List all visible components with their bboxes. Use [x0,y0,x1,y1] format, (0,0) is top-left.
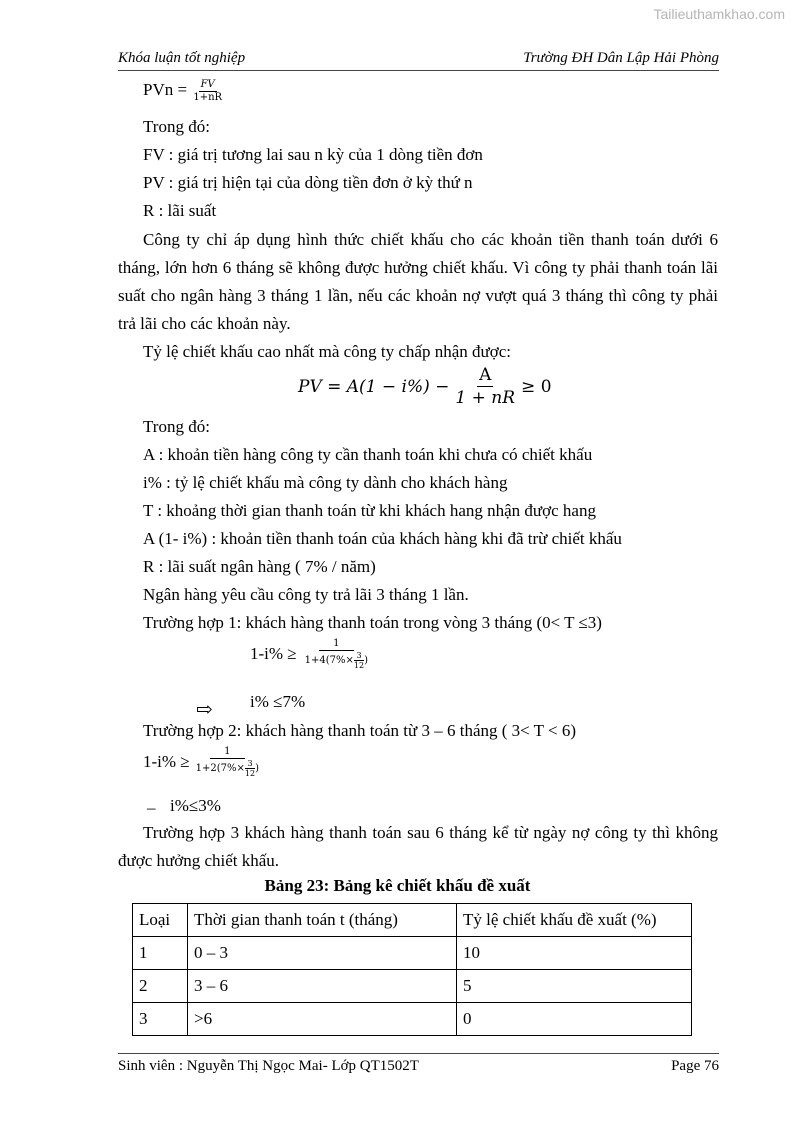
table-row [133,937,692,970]
table-cell: 1 [133,937,188,970]
table-cell: 5 [457,970,692,1003]
formula-fraction [191,79,224,104]
case1-inner-fraction [354,651,364,670]
case2-inequality [143,745,261,778]
formula2-fraction [453,364,517,409]
definition-bank-rate: R : lãi suất ngân hàng ( 7% / năm) [143,557,376,576]
case1-denominator [303,651,370,670]
where-label-1: Trong đó: [143,117,210,136]
case2-den-suffix: ) [255,763,259,774]
formula-lhs: PVn = [143,80,188,99]
header-left: Khóa luận tốt nghiệp [118,50,246,66]
case2-denominator [194,759,261,778]
formula2-denominator: 1 + nR [455,388,516,408]
definition-pv: PV : giá trị hiện tại của dòng tiền đơn ở kỳ thứ n [143,173,473,192]
case1-result: i% ≤7% [250,692,306,711]
fraction-numerator: FV [200,78,215,90]
table-cell: 10 [457,937,692,970]
case3-paragraph: Trường hợp 3 khách hàng thanh toán sau 6 tháng kể từ ngày nợ công ty thì không được hưởng chiết khấu. [118,823,718,870]
formula2-rhs: ≥ 0 [521,376,552,397]
case2-title: Trường hợp 2: khách hàng thanh toán từ 3 – 6 tháng ( 3< T < 6) [143,721,577,740]
case1-title: Trường hợp 1: khách hàng thanh toán trong vòng 3 tháng (0< T ≤3) [143,613,602,632]
case2-bullet: – [147,798,156,817]
table-header-cell: Thời gian thanh toán t (tháng) [188,904,457,937]
case2-den-prefix: 1+2(7%× [195,763,245,774]
case1-inequality [250,637,370,670]
table-cell: 0 – 3 [188,937,457,970]
case2-fraction [194,745,261,778]
table-caption: Bảng 23: Bảng kê chiết khấu đề xuất [264,876,531,895]
table-row [133,1003,692,1036]
table-cell: 0 [457,1003,692,1036]
table-cell: 3 [133,1003,188,1036]
definition-i: i% : tỷ lệ chiết khấu mà công ty dành cho khách hàng [143,473,508,492]
case1-den-suffix: ) [364,655,368,666]
table-cell: 2 [133,970,188,1003]
table-row [133,970,692,1003]
case1-fraction [303,637,370,670]
definition-t: T : khoảng thời gian thanh toán từ khi khách hang nhận được hang [143,501,596,520]
case1-inner-num: 3 [356,651,362,660]
implies-arrow-icon: ⇨ [196,699,213,721]
case1-inner-den: 12 [353,661,365,670]
formula2-numerator: A [479,365,492,385]
case1-den-prefix: 1+4(7%× [304,655,354,666]
table-header-row [133,904,692,937]
discount-table [132,903,692,1036]
case2-numerator: 1 [210,745,244,759]
definition-a-minus-i: A (1- i%) : khoản tiền thanh toán của khách hàng khi đã trừ chiết khấu [143,529,622,548]
case1-lhs: 1-i% ≥ [250,643,297,663]
case2-result: i%≤3% [170,796,221,815]
formula-pv-n [143,76,224,104]
max-rate-intro: Tỷ lệ chiết khấu cao nhất mà công ty chấp nhận được: [143,342,511,361]
header-rule [118,70,719,71]
case2-lhs: 1-i% ≥ [143,751,190,771]
footer-rule [118,1053,719,1054]
footer-page-number: Page 76 [671,1058,719,1074]
paragraph-policy: Công ty chỉ áp dụng hình thức chiết khấu cho các khoản tiền thanh toán dưới 6 tháng, lớn hơn 6 tháng sẽ không được hưởng chiết khấu. Vì công ty phải thanh toán lãi suất cho ngân hàng 3 tháng 1 lần, nếu các khoản nợ vượt quá 3 tháng thì công ty phải trả lãi cho các khoản này. [118,230,718,333]
table-cell: 3 – 6 [188,970,457,1003]
footer-left: Sinh viên : Nguyễn Thị Ngọc Mai- Lớp QT1502T [118,1058,419,1074]
definition-a: A : khoản tiền hàng công ty cần thanh toán khi chưa có chiết khấu [143,445,593,464]
definition-r: R : lãi suất [143,201,217,220]
where-label-2: Trong đó: [143,417,210,436]
table-header-cell: Loại [133,904,188,937]
table-header-cell: Tỷ lệ chiết khấu đề xuất (%) [457,904,692,937]
definition-fv: FV : giá trị tương lai sau n kỳ của 1 dòng tiền đơn [143,145,483,164]
formula2-lhs: PV = A(1 − i%) − [298,376,450,397]
case2-inner-fraction [245,759,255,778]
case2-inner-num: 3 [247,759,253,768]
fraction-denominator: 1+nR [193,91,223,103]
case2-inner-den: 12 [244,769,256,778]
formula-pv-discount [298,364,552,409]
bank-requirement: Ngân hàng yêu cầu công ty trả lãi 3 tháng 1 lần. [143,585,469,604]
watermark: Tailieuthamkhao.com [653,6,785,22]
case1-numerator: 1 [319,637,353,651]
header-right: Trường ĐH Dân Lập Hải Phòng [523,50,719,66]
table-cell: >6 [188,1003,457,1036]
